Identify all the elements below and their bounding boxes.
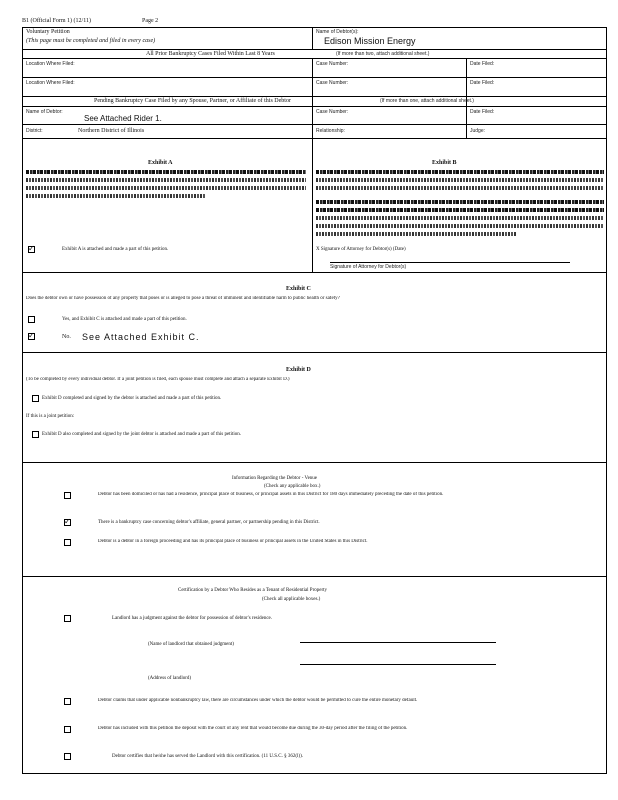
landlord-name-line[interactable] <box>300 642 496 643</box>
attorney-signature-date: X Signature of Attorney for Debtor(s) (Date) <box>316 247 406 252</box>
check-mark-icon: ✓ <box>64 517 71 526</box>
date-filed-label: Date Filed: <box>470 80 495 86</box>
exhibit-b-instructions <box>316 232 516 236</box>
tenant-option2: Debtor claims that under applicable nonbankruptcy law, there are circumstances under which the debtor would be permitted to cure the entire monetary default. <box>98 698 418 703</box>
divider <box>22 272 607 273</box>
name-of-debtor-label: Name of Debtor: <box>26 109 63 115</box>
exhibit-c-title: Exhibit C <box>286 286 311 292</box>
judge-label: Judge: <box>470 128 486 134</box>
exhibit-d-item2-checkbox[interactable] <box>32 431 39 438</box>
exhibit-d-item1-checkbox[interactable] <box>32 395 39 402</box>
district-value: Northern District of Illinois <box>78 128 145 134</box>
exhibit-c-yes-checkbox[interactable] <box>28 316 35 323</box>
divider <box>22 462 607 463</box>
exhibit-c-no-text: No. <box>62 334 71 340</box>
check-mark-icon: ✓ <box>28 244 35 253</box>
exhibit-b-instructions <box>316 178 604 182</box>
venue-option3: Debtor is a debtor in a foreign proceeding and has its principal place of business or principal assets in the United States in this District. <box>98 539 368 544</box>
page-label: Page 2 <box>142 18 159 24</box>
pending-note: (If more than one, attach additional sheet.) <box>380 98 474 104</box>
divider <box>312 138 313 272</box>
venue-option1: Debtor has been domiciled or has had a residence, principal place of business, or principal assets in this District for 180 days immediately preceding the date of this petition. <box>98 492 444 497</box>
exhibit-a-instructions <box>26 170 306 174</box>
instruction-text: (This page must be completed and filed in every case) <box>26 38 156 44</box>
divider <box>22 124 607 125</box>
exhibit-d-title: Exhibit D <box>286 367 311 373</box>
exhibit-d-item2: Exhibit D also completed and signed by the joint debtor is attached and made a part of this petition. <box>42 432 241 437</box>
date-filed-label: Date Filed: <box>470 109 495 115</box>
see-attached-rider: See Attached Rider 1. <box>84 114 162 123</box>
divider <box>22 352 607 353</box>
exhibit-b-instructions <box>316 208 604 212</box>
exhibit-a-instructions <box>26 186 306 190</box>
relationship-label: Relationship: <box>316 128 345 134</box>
divider <box>22 138 607 139</box>
pending-heading: Pending Bankruptcy Case Filed by any Spouse, Partner, or Affiliate of this Debtor <box>94 98 291 104</box>
location-label: Location Where Filed: <box>26 80 75 86</box>
debtor-name: Edison Mission Energy <box>324 36 416 46</box>
prior-cases-heading: All Prior Bankruptcy Cases Filed Within Last 8 Years <box>146 51 275 57</box>
exhibit-b-instructions <box>316 200 604 204</box>
see-attached-exhibit-c: See Attached Exhibit C. <box>82 332 200 342</box>
tenant-option3: Debtor has included with this petition the deposit with the court of any rent that would become due during the 30-day period after the filing of the petition. <box>98 726 408 731</box>
voluntary-petition-label: Voluntary Petition <box>26 29 70 35</box>
exhibit-d-item1: Exhibit D completed and signed by the debtor is attached and made a part of this petition. <box>42 396 222 401</box>
exhibit-a-instructions <box>26 194 206 198</box>
signature-line[interactable] <box>330 262 570 263</box>
exhibit-a-statement: Exhibit A is attached and made a part of this petition. <box>62 247 169 252</box>
divider <box>22 576 607 577</box>
check-mark-icon: ✓ <box>28 331 35 340</box>
prior-cases-note: (If more than two, attach additional sheet.) <box>336 51 430 57</box>
case-number-label: Case Number: <box>316 61 349 67</box>
name-of-debtor-label: Name of Debtor(s): <box>316 29 359 35</box>
venue-option3-checkbox[interactable] <box>64 539 71 546</box>
venue-option2: There is a bankruptcy case concerning debtor's affiliate, general partner, or partnership pending in this District. <box>98 520 320 525</box>
location-label: Location Where Filed: <box>26 61 75 67</box>
tenant-option2-checkbox[interactable] <box>64 698 71 705</box>
case-number-label: Case Number: <box>316 109 349 115</box>
landlord-address-label: (Address of landlord) <box>148 676 192 681</box>
exhibit-d-if-joint: If this is a joint petition: <box>26 414 75 419</box>
divider <box>22 77 607 78</box>
venue-option1-checkbox[interactable] <box>64 492 71 499</box>
exhibit-b-instructions <box>316 224 604 228</box>
tenant-option3-checkbox[interactable] <box>64 726 71 733</box>
exhibit-b-instructions <box>316 170 604 174</box>
venue-subtitle: (Check any applicable box.) <box>264 484 321 489</box>
tenant-option4-checkbox[interactable] <box>64 753 71 760</box>
case-number-label: Case Number: <box>316 80 349 86</box>
divider <box>312 27 313 49</box>
tenant-option1: Landlord has a judgment against the debtor for possession of debtor's residence. <box>112 616 273 621</box>
exhibit-b-title: Exhibit B <box>432 160 457 166</box>
form-id: B1 (Official Form 1) (12/11) <box>22 18 91 24</box>
venue-title: Information Regarding the Debtor - Venue <box>232 476 318 481</box>
divider <box>312 58 313 138</box>
exhibit-c-yes-text: Yes, and Exhibit C is attached and made a part of this petition. <box>62 317 187 322</box>
exhibit-d-intro: (To be completed by every individual debtor. If a joint petition is filed, each spouse must complete and attach a separate Exhibit D.) <box>26 377 290 382</box>
date-filed-label: Date Filed: <box>470 61 495 67</box>
exhibit-b-instructions <box>316 186 604 190</box>
divider <box>22 96 607 97</box>
exhibit-a-instructions <box>26 178 306 182</box>
tenant-option4: Debtor certifies that he/she has served the Landlord with this certification. (11 U.S.C. § 362(l)). <box>112 754 304 759</box>
exhibit-a-title: Exhibit A <box>148 160 173 166</box>
tenant-option1-checkbox[interactable] <box>64 615 71 622</box>
district-label: District: <box>26 128 43 134</box>
divider <box>22 58 607 59</box>
landlord-address-line[interactable] <box>300 664 496 665</box>
landlord-name-label: (Name of landlord that obtained judgment) <box>148 642 234 647</box>
signature-label: Signature of Attorney for Debtor(s) <box>330 264 407 270</box>
exhibit-b-instructions <box>316 216 604 220</box>
tenant-subtitle: (Check all applicable boxes.) <box>262 597 321 602</box>
divider <box>22 49 607 50</box>
exhibit-c-question: Does the debtor own or have possession of any property that poses or is alleged to pose a threat of imminent and identifiable harm to public health or safety? <box>26 296 340 301</box>
tenant-title: Certification by a Debtor Who Resides as a Tenant of Residential Property <box>178 588 328 593</box>
divider <box>22 106 607 107</box>
